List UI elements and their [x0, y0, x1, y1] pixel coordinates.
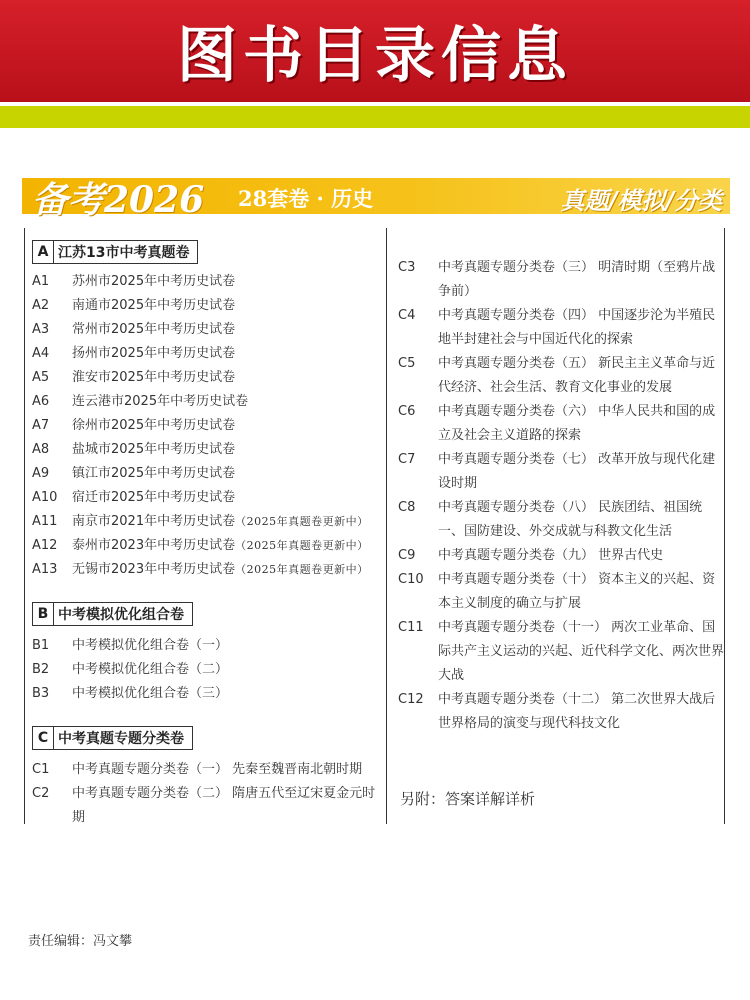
item-code: A9 — [32, 466, 50, 481]
item-code: A2 — [32, 298, 50, 313]
item-note: （2025年真题卷更新中） — [235, 539, 369, 552]
item-text: 扬州市2025年中考历史试卷 — [72, 346, 236, 361]
item-code: A4 — [32, 346, 50, 361]
item-text-with-note — [72, 558, 369, 582]
item-text: 中考真题专题分类卷（九） 世界古代史 — [438, 548, 664, 563]
series-tagline: 真题/模拟/分类 — [560, 186, 722, 215]
item-code: C2 — [32, 786, 50, 801]
item-text: 中考真题专题分类卷（一） 先秦至魏晋南北朝时期 — [72, 762, 363, 777]
item-text: 中考真题专题分类卷（七） 改革开放与现代化建设时期 — [438, 452, 716, 491]
item-text: 中考真题专题分类卷（十二） 第二次世界大战后世界格局的演变与现代科技文化 — [438, 692, 716, 731]
item-text: 常州市2025年中考历史试卷 — [72, 322, 236, 337]
answer-note: 另附：答案详解详析 — [400, 790, 536, 808]
item-text: 无锡市2023年中考历史试卷 — [72, 562, 236, 577]
item-code: A3 — [32, 322, 50, 337]
item-text-with-note — [72, 534, 369, 558]
item-text: 盐城市2025年中考历史试卷 — [72, 442, 236, 457]
section-title: 中考真题专题分类卷 — [58, 731, 184, 747]
item-code: A7 — [32, 418, 50, 433]
section-c-header — [32, 726, 193, 750]
item-code: C8 — [398, 500, 416, 515]
header-banner — [0, 0, 750, 102]
item-text: 中考模拟优化组合卷（二） — [72, 662, 229, 677]
right-border — [724, 228, 725, 824]
section-b-header — [32, 602, 193, 626]
item-text: 徐州市2025年中考历史试卷 — [72, 418, 236, 433]
item-text: 南通市2025年中考历史试卷 — [72, 298, 236, 313]
item-code: B3 — [32, 686, 50, 701]
item-text: 宿迁市2025年中考历史试卷 — [72, 490, 236, 505]
item-text: 中考真题专题分类卷（十） 资本主义的兴起、资本主义制度的确立与扩展 — [438, 572, 716, 611]
section-title: 中考模拟优化组合卷 — [58, 607, 184, 623]
section-a-header — [32, 240, 198, 264]
left-border — [24, 228, 25, 824]
item-code: C11 — [398, 620, 424, 635]
section-title: 江苏13市中考真题卷 — [58, 245, 190, 261]
item-text: 苏州市2025年中考历史试卷 — [72, 274, 236, 289]
item-text: 中考模拟优化组合卷（一） — [72, 638, 229, 653]
item-code: C3 — [398, 260, 416, 275]
accent-strip — [0, 106, 750, 128]
item-text: 中考真题专题分类卷（三） 明清时期（至鸦片战争前） — [438, 260, 716, 299]
section-letter: C — [33, 727, 54, 749]
item-text: 泰州市2023年中考历史试卷 — [72, 538, 236, 553]
item-code: C7 — [398, 452, 416, 467]
item-code: C4 — [398, 308, 416, 323]
item-code: A13 — [32, 562, 58, 577]
item-note: （2025年真题卷更新中） — [235, 515, 369, 528]
section-letter: B — [33, 603, 54, 625]
item-note: （2025年真题卷更新中） — [235, 563, 369, 576]
item-text: 连云港市2025年中考历史试卷 — [72, 394, 249, 409]
item-code: A10 — [32, 490, 58, 505]
item-text: 中考真题专题分类卷（五） 新民主主义革命与近代经济、社会生活、教育文化事业的发展 — [438, 356, 716, 395]
item-text-with-note — [72, 510, 369, 534]
series-banner — [22, 178, 730, 221]
item-code: B1 — [32, 638, 50, 653]
item-code: A6 — [32, 394, 50, 409]
item-code: C12 — [398, 692, 424, 707]
item-text: 中考真题专题分类卷（二） 隋唐五代至辽宋夏金元时期 — [72, 786, 376, 825]
item-text: 镇江市2025年中考历史试卷 — [72, 466, 236, 481]
item-text: 中考真题专题分类卷（六） 中华人民共和国的成立及社会主义道路的探索 — [438, 404, 716, 443]
item-text: 中考真题专题分类卷（十一） 两次工业革命、国际共产主义运动的兴起、近代科学文化、两次世界大战 — [438, 620, 725, 683]
series-subtitle: 28套卷 · 历史 — [238, 186, 374, 211]
series-brand: 备考2026 — [32, 179, 205, 221]
editor-credit: 责任编辑：冯文攀 — [28, 934, 133, 949]
item-code: C5 — [398, 356, 416, 371]
item-code: C9 — [398, 548, 416, 563]
item-code: B2 — [32, 662, 50, 677]
item-code: A1 — [32, 274, 50, 289]
item-code: A11 — [32, 514, 58, 529]
item-code: C6 — [398, 404, 416, 419]
section-letter: A — [33, 241, 54, 263]
item-code: A8 — [32, 442, 50, 457]
item-code: C10 — [398, 572, 424, 587]
page-title: 图书目录信息 — [177, 21, 573, 91]
item-text: 中考模拟优化组合卷（三） — [72, 686, 229, 701]
item-code: A5 — [32, 370, 50, 385]
column-divider — [386, 228, 387, 824]
item-text: 中考真题专题分类卷（八） 民族团结、祖国统一、国防建设、外交成就与科教文化生活 — [438, 500, 703, 539]
item-text: 南京市2021年中考历史试卷 — [72, 514, 236, 529]
item-text: 淮安市2025年中考历史试卷 — [72, 370, 236, 385]
item-code: C1 — [32, 762, 50, 777]
item-text: 中考真题专题分类卷（四） 中国逐步沦为半殖民地半封建社会与中国近代化的探索 — [438, 308, 716, 347]
item-code: A12 — [32, 538, 58, 553]
